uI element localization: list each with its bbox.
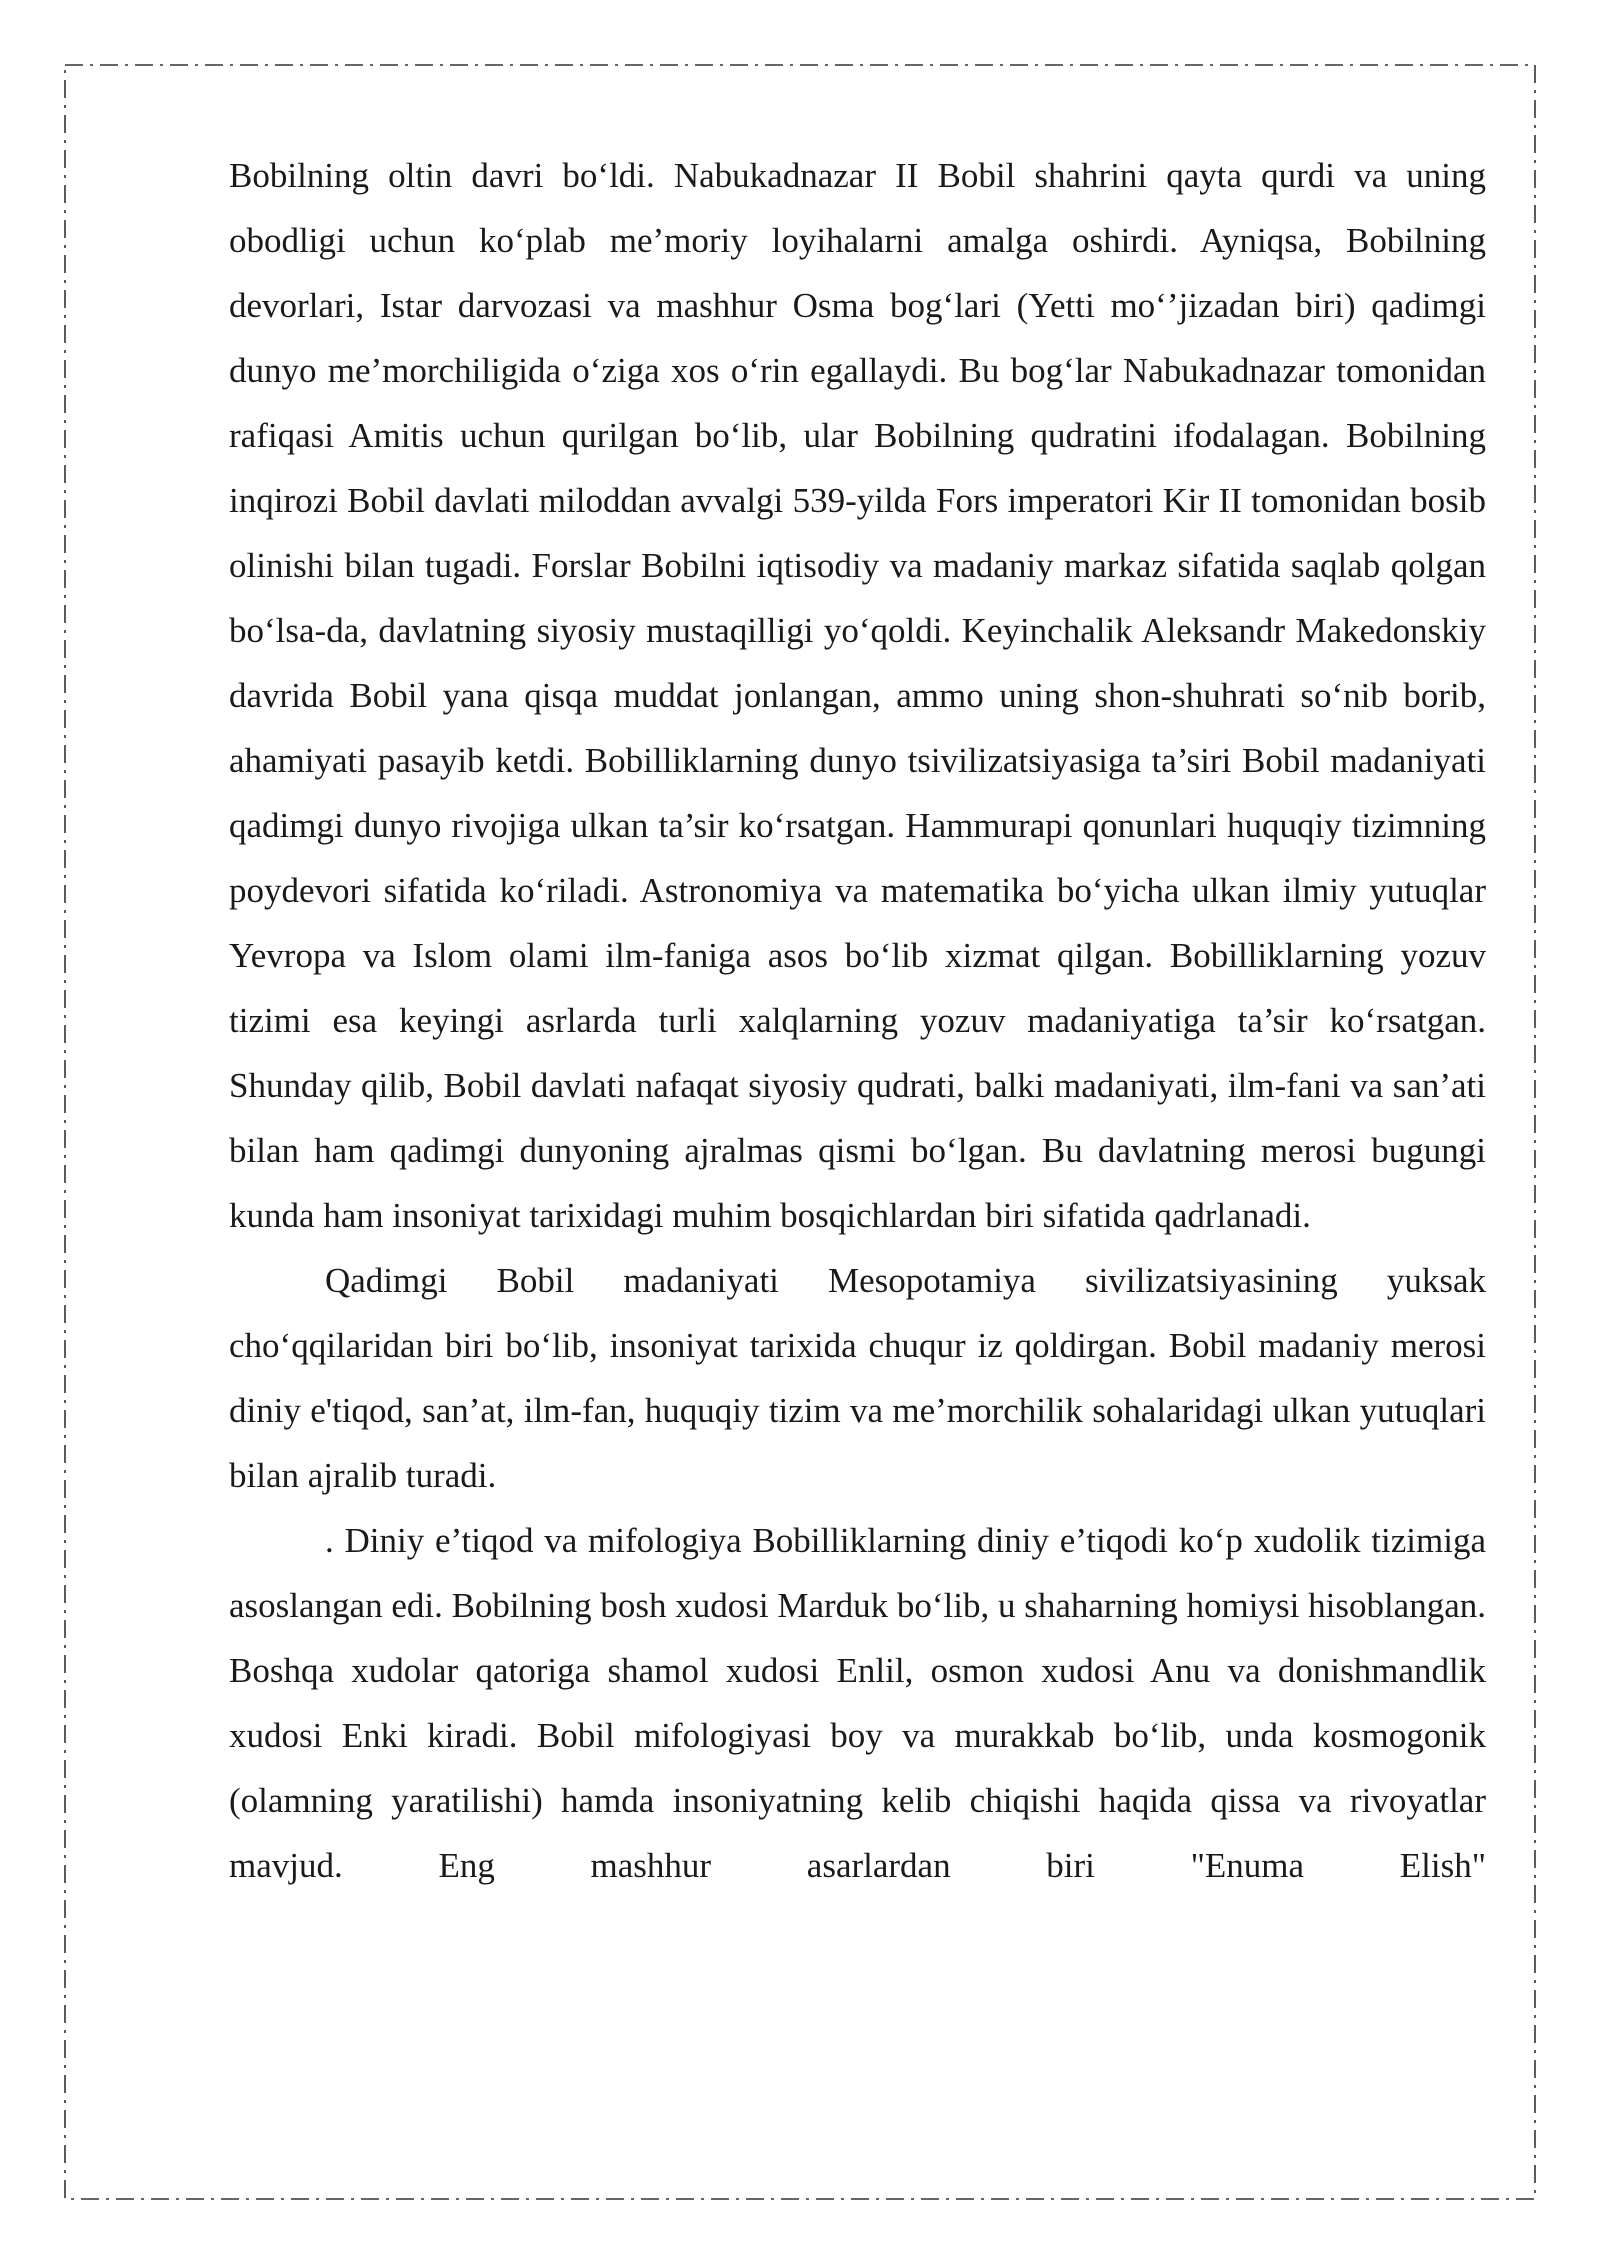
paragraph-babylon-culture: Qadimgi Bobil madaniyati Mesopotamiya sivilizatsiyasining yuksak cho‘qqilaridan biri bo‘lib, insoniyat tarixida chuqur iz qoldirgan. Bobil madaniy merosi diniy e'tiqod, san’at, ilm-fan, huquqiy tizim va me’morchilik sohalaridagi ulkan yutuqlari bilan ajralib turadi. (229, 1261, 1486, 1495)
paragraph-religion-mythology: . Diniy e’tiqod va mifologiya Bobilliklarning diniy e’tiqodi ko‘p xudolik tizimiga asoslangan edi. Bobilning bosh xudosi Marduk bo‘lib, u shaharning homiysi hisoblangan. Boshqa xudolar qatoriga shamol xudosi Enlil, osmon xudosi Anu va donishmandlik xudosi Enki kiradi. Bobil mifologiyasi boy va murakkab bo‘lib, unda kosmogonik (olamning yaratilishi) hamda insoniyatning kelib chiqishi haqida qissa va rivoyatlar mavjud. Eng mashhur asarlardan biri "Enuma Elish" (229, 1521, 1486, 1885)
paragraph-babylon-golden-age: Bobilning oltin davri bo‘ldi. Nabukadnazar II Bobil shahrini qayta qurdi va uning obodligi uchun ko‘plab me’moriy loyihalarni amalga oshirdi. Ayniqsa, Bobilning devorlari, Istar darvozasi va mashhur Osma bog‘lari (Yetti mo‘’jizadan biri) qadimgi dunyo me’morchiligida o‘ziga xos o‘rin egallaydi. Bu bog‘lar Nabukadnazar tomonidan rafiqasi Amitis uchun qurilgan bo‘lib, ular Bobilning qudratini ifodalagan. Bobilning inqirozi Bobil davlati miloddan avvalgi 539-yilda Fors imperatori Kir II tomonidan bosib olinishi bilan tugadi. Forslar Bobilni iqtisodiy va madaniy markaz sifatida saqlab qolgan bo‘lsa-da, davlatning siyosiy mustaqilligi yo‘qoldi. Keyinchalik Aleksandr Makedonskiy davrida Bobil yana qisqa muddat jonlangan, ammo uning shon-shuhrati so‘nib borib, ahamiyati pasayib ketdi. Bobilliklarning dunyo tsivilizatsiyasiga ta’siri Bobil madaniyati qadimgi dunyo rivojiga ulkan ta’sir ko‘rsatgan. Hammurapi qonunlari huquqiy tizimning poydevori sifatida ko‘riladi. Astronomiya va matematika bo‘yicha ulkan ilmiy yutuqlar Yevropa va Islom olami ilm-faniga asos bo‘lib xizmat qilgan. Bobilliklarning yozuv tizimi esa keyingi asrlarda turli xalqlarning yozuv madaniyatiga ta’sir ko‘rsatgan. Shunday qilib, Bobil davlati nafaqat siyosiy qudrati, balki madaniyati, ilm-fani va san’ati bilan ham qadimgi dunyoning ajralmas qismi bo‘lgan. Bu davlatning merosi bugungi kunda ham insoniyat tarixidagi muhim bosqichlardan biri sifatida qadrlanadi. (229, 156, 1486, 1235)
document-body (229, 143, 1486, 1898)
